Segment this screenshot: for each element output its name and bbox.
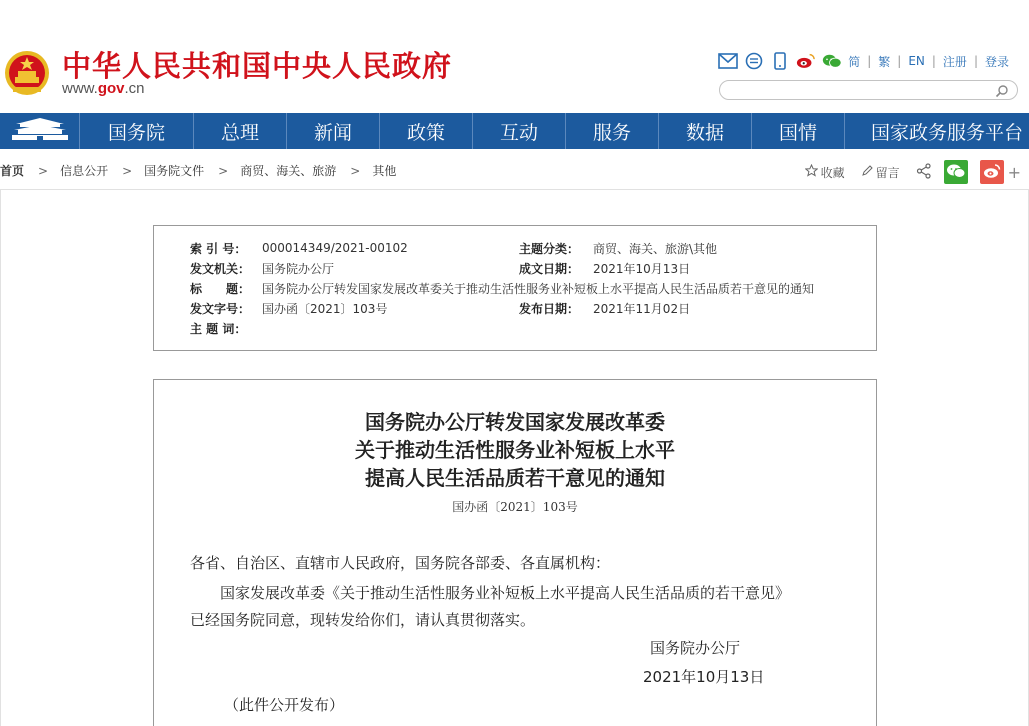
info-keywords-row xyxy=(190,319,262,337)
nav-item-premier[interactable]: 总理 xyxy=(194,113,287,149)
english-link[interactable]: EN xyxy=(908,54,925,68)
info-index-label: 索 引 号： xyxy=(190,241,247,256)
info-issuer-value: 国务院办公厅 xyxy=(262,261,335,276)
document-paragraph-line: 已经国务院同意，现转发给你们，请认真贯彻落实。 xyxy=(190,611,536,629)
nav-item-data[interactable]: 数据 xyxy=(659,113,752,149)
simplified-link[interactable]: 简 xyxy=(848,54,861,69)
document-title-line: 关于推动生活性服务业补短板上水平 xyxy=(355,438,675,462)
breadcrumb-state-council-docs[interactable]: 国务院文件 xyxy=(144,164,205,178)
info-title-label: 标 题： xyxy=(190,281,251,296)
info-issuer-row xyxy=(190,259,334,277)
breadcrumb-info-disclosure[interactable]: 信息公开 xyxy=(60,164,109,178)
weibo-icon[interactable] xyxy=(796,51,816,71)
weibo-share-button[interactable] xyxy=(980,160,1004,184)
breadcrumb-home[interactable]: 首页 xyxy=(0,164,25,178)
share-bar xyxy=(789,160,1021,184)
site-url-gov: gov xyxy=(97,80,125,97)
site-url-prefix: www. xyxy=(62,80,98,97)
breadcrumb-separator: > xyxy=(122,163,133,178)
document-paragraph-line: 国家发展改革委《关于推动生活性服务业补短板上水平提高人民生活品质的若干意见》 xyxy=(220,584,791,602)
document-addressee: 各省、自治区、直辖市人民政府，国务院各部委、各直属机构： xyxy=(190,554,611,572)
nav-home[interactable] xyxy=(0,113,80,149)
document-body xyxy=(153,379,877,726)
info-written-row xyxy=(519,259,690,277)
wechat-share-icon xyxy=(946,163,966,182)
national-emblem-icon[interactable] xyxy=(3,47,51,99)
site-url-suffix: .cn xyxy=(124,80,145,97)
breadcrumb-separator: > xyxy=(350,163,361,178)
nav-item-policy[interactable]: 政策 xyxy=(380,113,473,149)
document-title-line: 提高人民生活品质若干意见的通知 xyxy=(365,466,665,490)
share-icon xyxy=(916,163,932,182)
message-icon[interactable] xyxy=(744,51,764,71)
info-published-value: 2021年11月02日 xyxy=(593,301,691,316)
info-index-value: 000014349/2021-00102 xyxy=(262,241,408,255)
breadcrumb-separator: > xyxy=(38,163,49,178)
info-docno-row xyxy=(190,299,387,317)
info-title-row xyxy=(190,279,814,297)
info-keywords-label: 主 题 词： xyxy=(190,321,247,336)
wechat-share-button[interactable] xyxy=(944,160,968,184)
mail-icon[interactable] xyxy=(718,51,738,71)
breadcrumb-separator: > xyxy=(218,163,229,178)
wechat-icon[interactable] xyxy=(822,51,842,71)
info-issuer-label: 发文机关： xyxy=(190,261,251,276)
header-tools xyxy=(718,50,1009,72)
breadcrumb-trade-customs-tourism[interactable]: 商贸、海关、旅游 xyxy=(240,164,337,178)
breadcrumb-other[interactable]: 其他 xyxy=(372,164,397,178)
document-signature: 国务院办公厅 xyxy=(650,639,741,657)
document-date: 2021年10月13日 xyxy=(643,668,765,686)
search-icon[interactable] xyxy=(995,83,1009,97)
nav-item-interaction[interactable]: 互动 xyxy=(473,113,566,149)
favorite-button[interactable] xyxy=(805,164,845,181)
phone-icon[interactable] xyxy=(770,51,790,71)
register-link[interactable]: 注册 xyxy=(942,54,967,69)
comment-button[interactable] xyxy=(861,164,900,181)
site-url[interactable] xyxy=(62,80,145,97)
nav-item-national-info[interactable]: 国情 xyxy=(752,113,845,149)
separator: | xyxy=(973,54,978,68)
document-publication-note: （此件公开发布） xyxy=(224,696,345,714)
info-written-label: 成文日期： xyxy=(519,261,580,276)
document-number: 国办函〔2021〕103号 xyxy=(452,500,578,514)
nav-item-state-council[interactable]: 国务院 xyxy=(80,113,194,149)
site-header xyxy=(0,0,1029,113)
login-link[interactable]: 登录 xyxy=(984,54,1009,69)
nav-item-news[interactable]: 新闻 xyxy=(287,113,380,149)
document-title-line: 国务院办公厅转发国家发展改革委 xyxy=(365,410,665,434)
pencil-icon xyxy=(861,165,873,180)
separator: | xyxy=(867,54,872,68)
info-index-row xyxy=(190,239,408,257)
main-nav xyxy=(0,113,1029,149)
content-frame-left xyxy=(0,190,1,726)
tiananmen-icon xyxy=(10,116,70,146)
nav-item-services[interactable]: 服务 xyxy=(566,113,659,149)
document-title xyxy=(154,408,876,492)
info-topic-value: 商贸、海关、旅游\其他 xyxy=(593,241,718,256)
favorite-label: 收藏 xyxy=(820,165,845,180)
info-docno-value: 国办函〔2021〕103号 xyxy=(262,301,388,316)
weibo-share-icon xyxy=(982,163,1002,182)
share-button[interactable] xyxy=(916,163,932,182)
info-docno-label: 发文字号： xyxy=(190,301,251,316)
document-info-box xyxy=(153,225,877,351)
info-topic-row xyxy=(519,239,717,257)
star-icon xyxy=(805,164,818,180)
separator: | xyxy=(931,54,936,68)
site-title[interactable]: 中华人民共和国中央人民政府 xyxy=(62,49,453,83)
comment-label: 留言 xyxy=(875,165,900,180)
info-published-label: 发布日期： xyxy=(519,301,580,316)
more-share-icon[interactable]: + xyxy=(1007,162,1021,182)
nav-item-gov-service-platform[interactable]: 国家政务服务平台 xyxy=(871,121,1024,144)
info-published-row xyxy=(519,299,690,317)
search-input[interactable] xyxy=(730,82,990,98)
info-written-value: 2021年10月13日 xyxy=(593,261,691,276)
info-title-value: 国务院办公厅转发国家发展改革委关于推动生活性服务业补短板上水平提高人民生活品质若干意见的通知 xyxy=(262,281,815,296)
separator: | xyxy=(897,54,902,68)
search-box xyxy=(719,80,1018,100)
traditional-link[interactable]: 繁 xyxy=(878,54,891,69)
info-topic-label: 主题分类： xyxy=(519,241,580,256)
